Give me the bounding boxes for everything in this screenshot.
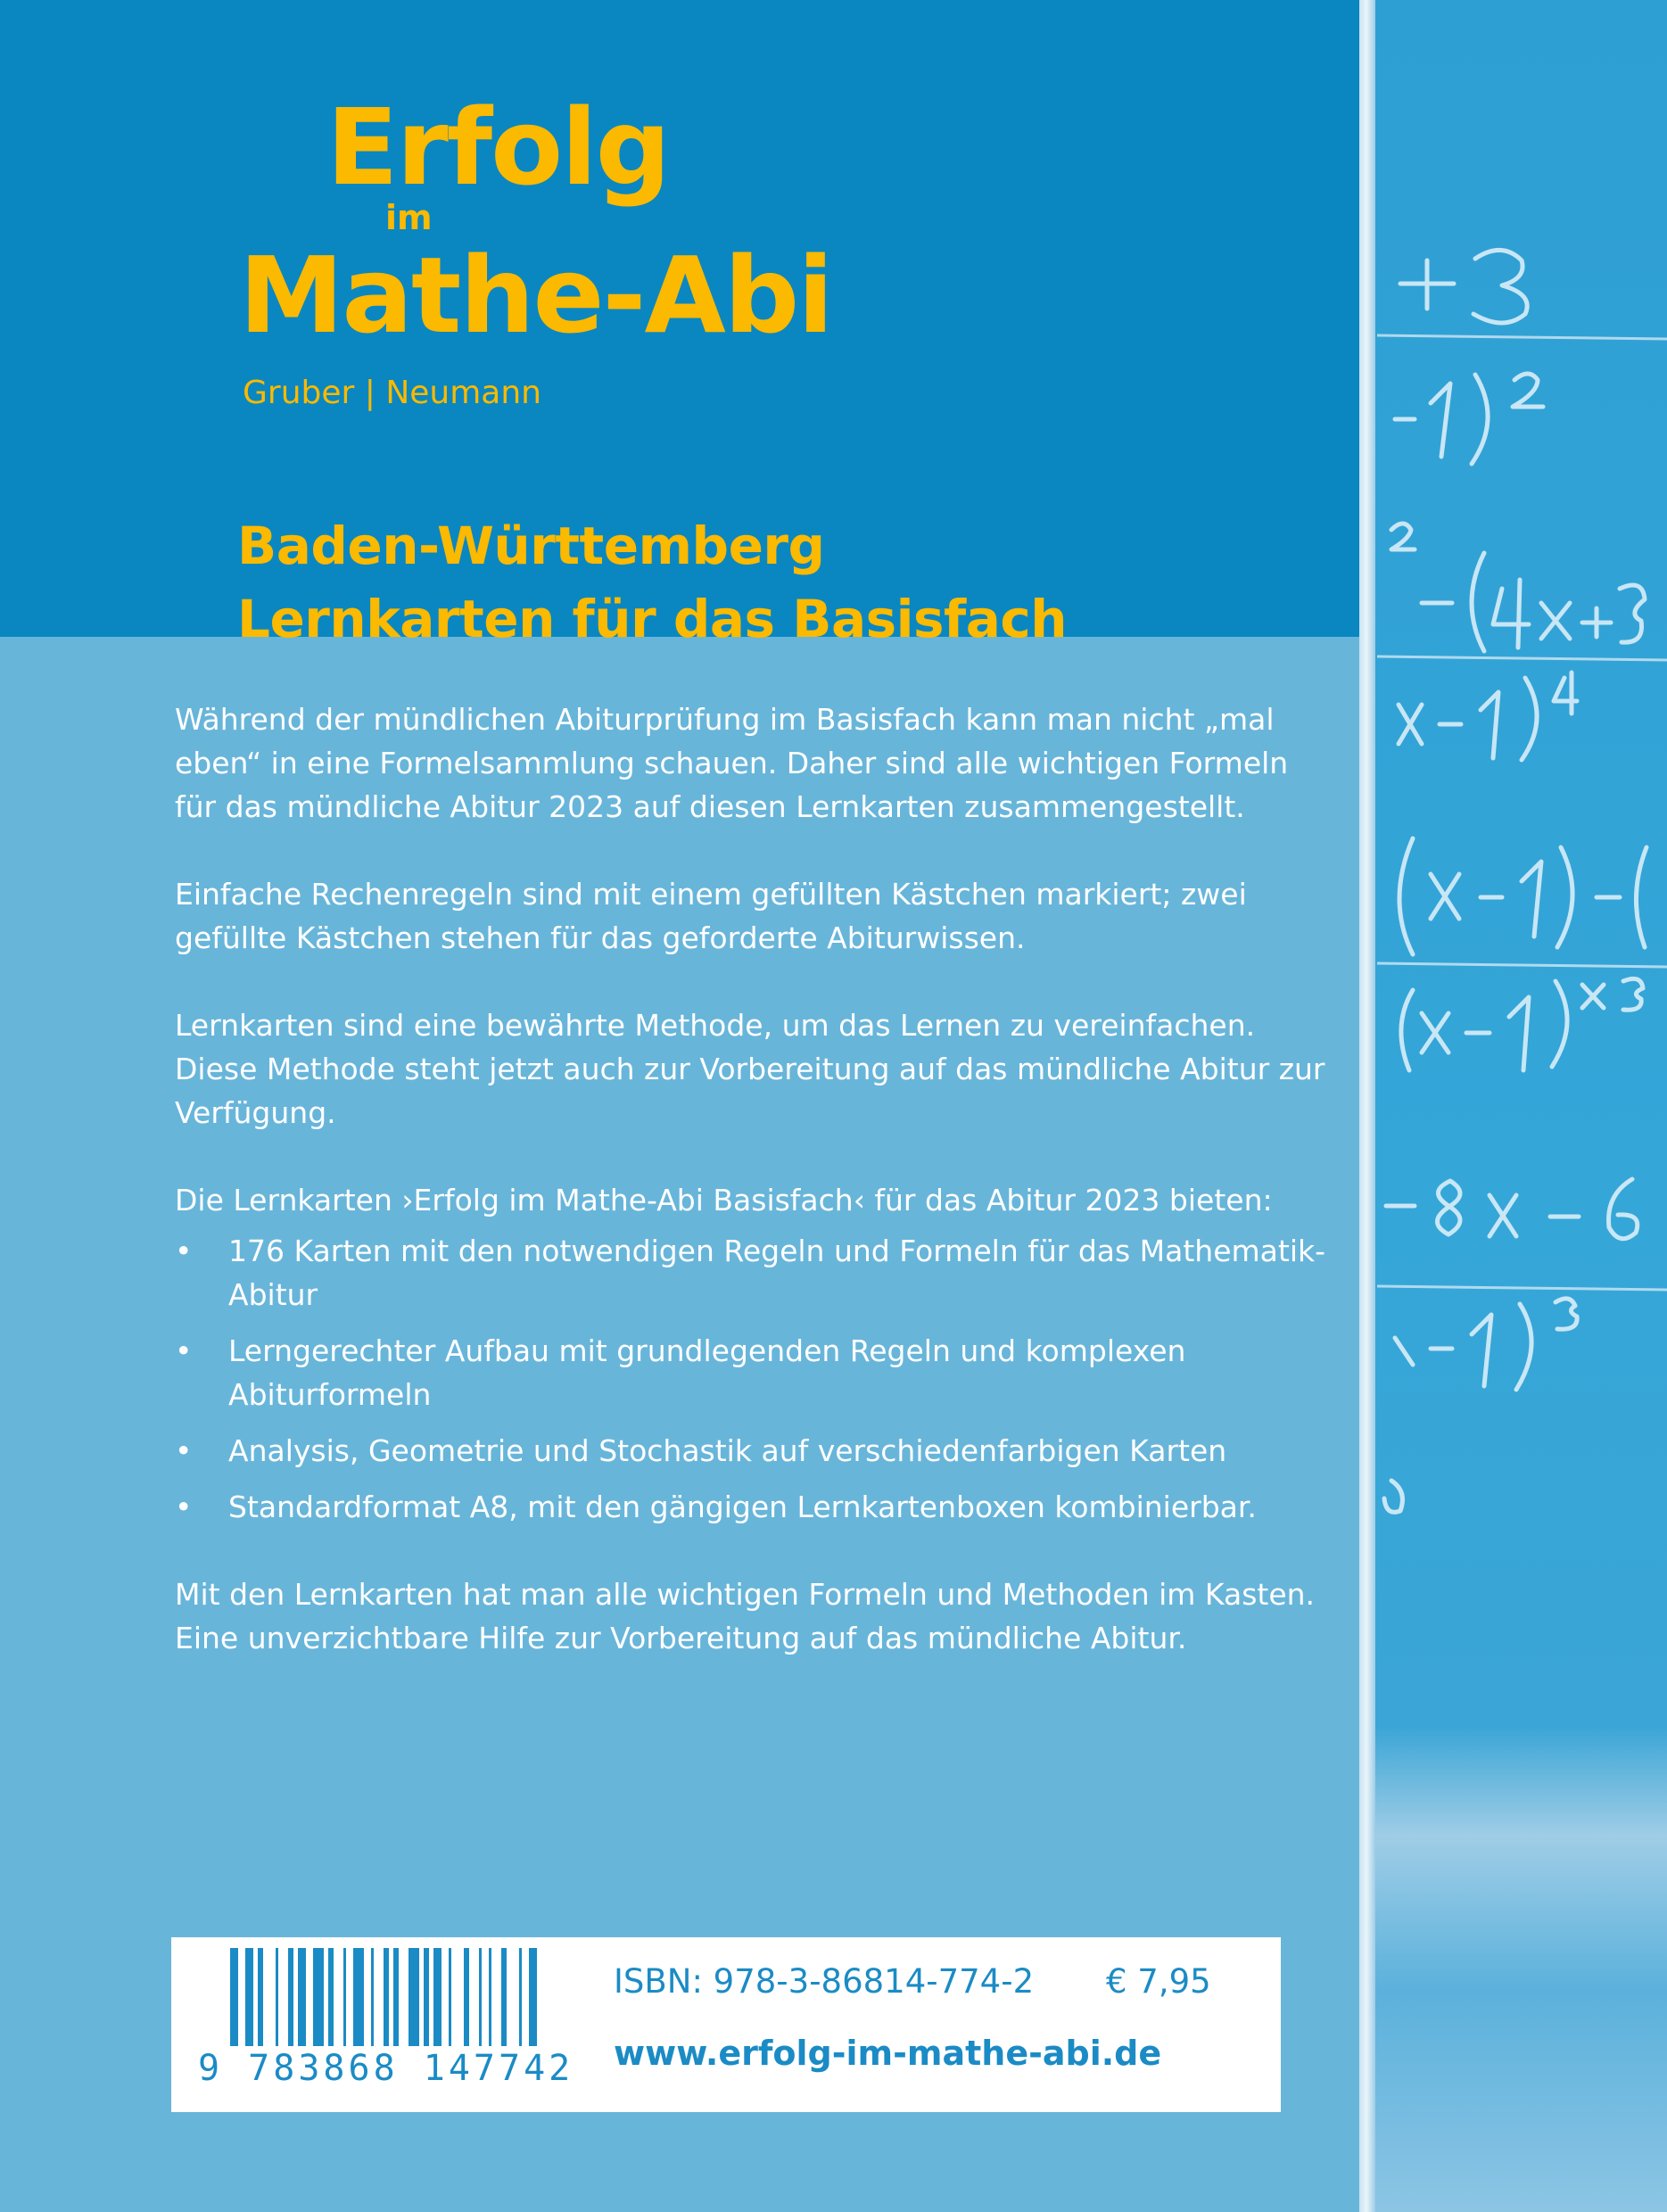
- feature-list-item: • 176 Karten mit den notwendigen Regeln und Formeln für das Mathematik-Abitur: [175, 1229, 1334, 1316]
- title-im: im: [385, 198, 433, 237]
- title-erfolg: Erfolg: [326, 86, 670, 209]
- chalk-formulas-illustration: [1359, 0, 1667, 2212]
- feature-list: [175, 1229, 1334, 1529]
- blurb-paragraph-2: Einfache Rechenregeln sind mit einem gefüllten Kästchen markiert; zwei gefüllte Kästchen stehen für das geforderte Abiturwissen.: [175, 877, 1247, 955]
- info-box: [171, 1937, 1281, 2112]
- chalkboard-photo: [1359, 0, 1667, 2212]
- blurb-paragraph-3: Lernkarten sind eine bewährte Methode, um das Lernen zu vereinfachen. Diese Methode steht jetzt auch zur Vorbereitung auf das mündliche Abitur zur Verfügung.: [175, 1008, 1325, 1130]
- website-link[interactable]: www.erfolg-im-mathe-abi.de: [614, 2034, 1162, 2073]
- authors: Gruber | Neumann: [243, 375, 541, 411]
- title-mathe-abi: Mathe-Abi: [239, 234, 832, 357]
- blurb-closing: Mit den Lernkarten hat man alle wichtigen Formeln und Methoden im Kasten. Eine unverzichtbare Hilfe zur Vorbereitung auf das mündliche Abitur.: [175, 1577, 1316, 1655]
- price: € 7,95: [1106, 1962, 1211, 2001]
- feature-list-item: • Standardformat A8, mit den gängigen Lernkartenboxen kombinierbar.: [175, 1485, 1334, 1529]
- blurb: [175, 697, 1334, 1704]
- blurb-list-intro: Die Lernkarten ›Erfolg im Mathe-Abi Basisfach‹ für das Abitur 2023 bieten:: [175, 1183, 1273, 1217]
- feature-list-item: • Lerngerechter Aufbau mit grundlegenden Regeln und komplexen Abiturformeln: [175, 1329, 1334, 1416]
- feature-list-item: • Analysis, Geometrie und Stochastik auf verschiedenfarbigen Karten: [175, 1429, 1334, 1473]
- subtitle-region: Baden-Württemberg: [237, 516, 825, 576]
- subtitle-product: Lernkarten für das Basisfach: [237, 589, 1068, 649]
- blurb-paragraph-1: Während der mündlichen Abiturprüfung im Basisfach kann man nicht „mal eben“ in eine Formelsammlung schauen. Daher sind alle wichtigen Formeln für das mündliche Abitur 2023 auf diesen Lernkarten zusammengestellt.: [175, 702, 1289, 824]
- barcode-digits: 9 783868 147742: [198, 2048, 574, 2089]
- isbn: ISBN: 978-3-86814-774-2: [614, 1962, 1035, 2001]
